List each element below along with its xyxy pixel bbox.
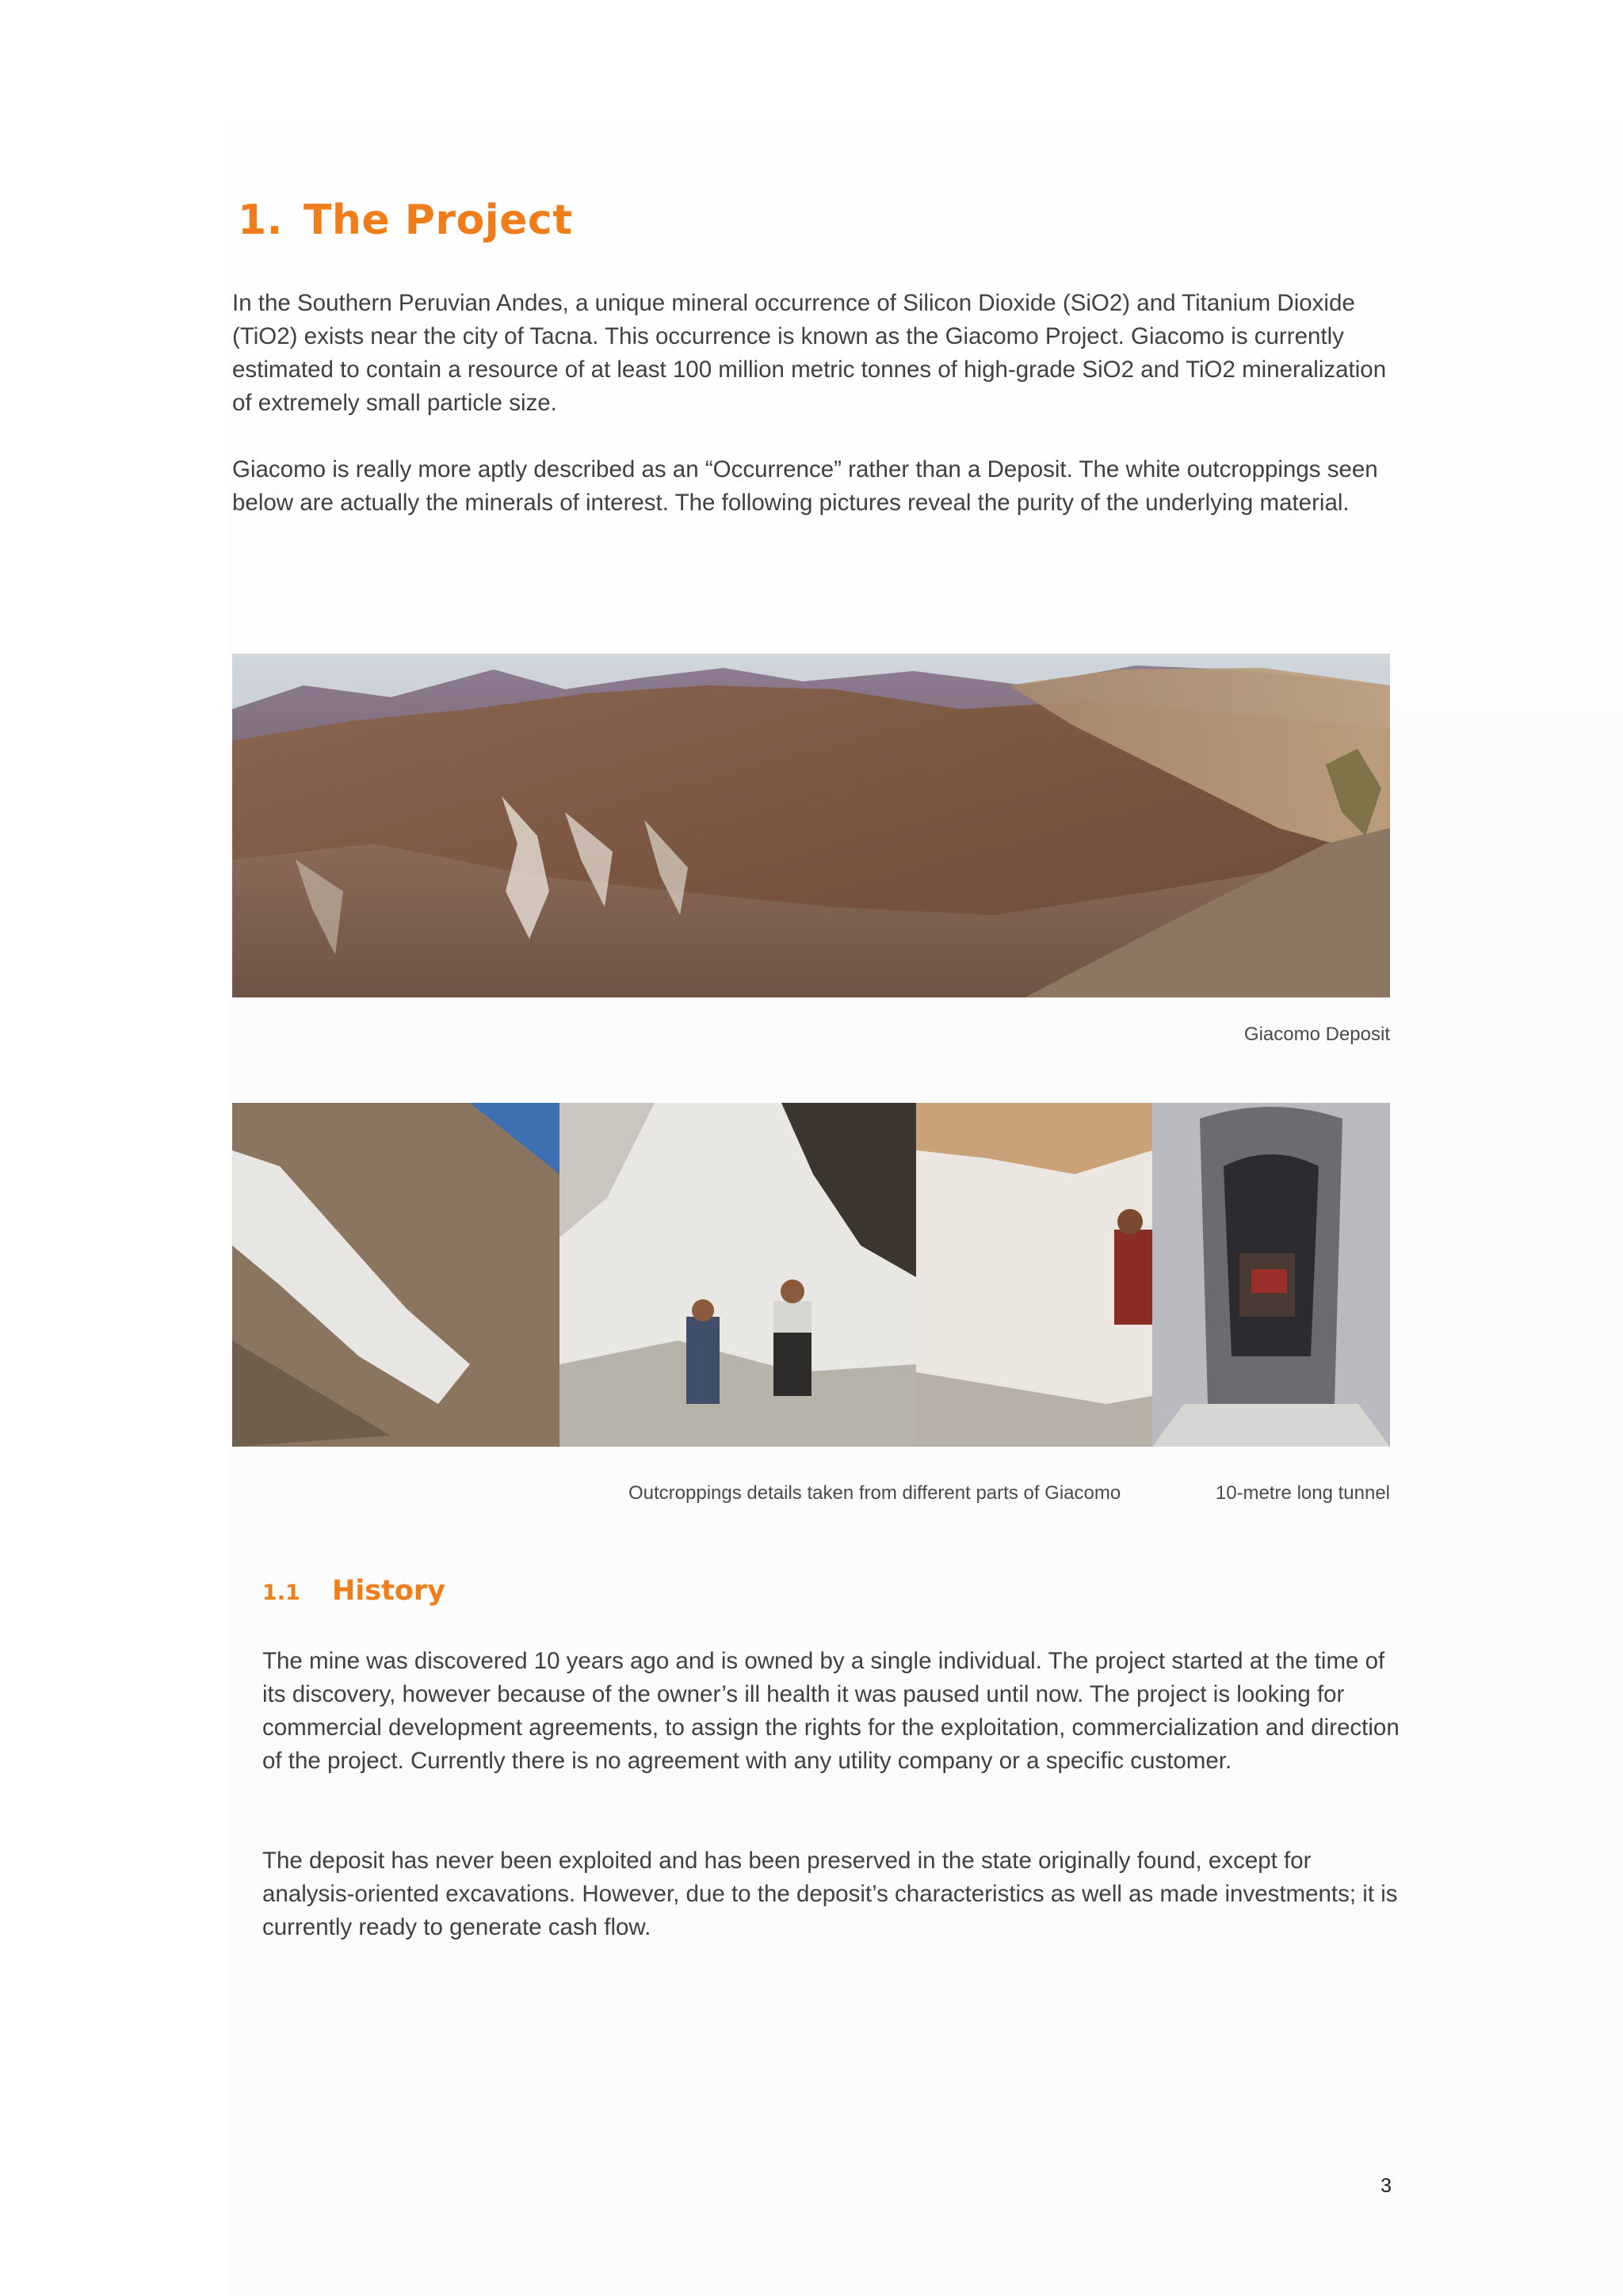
subsection-heading [262, 1575, 445, 1607]
history-paragraph: The mine was discovered 10 years ago and is owned by a single individual. The project started at the time of its discovery, however because of the owner’s ill health it was paused until now. The project is looking for commercial development agreements, to assign the rights for the exploitation, commercialization and direction of the project. Currently there is no agreement with any utility company or a specific customer. [262, 1648, 1400, 1774]
section-title: The Project [303, 196, 573, 244]
subsection-title: History [332, 1575, 445, 1607]
intro-paragraph: In the Southern Peruvian Andes, a unique mineral occurrence of Silicon Dioxide (SiO2) and Titanium Dioxide (TiO2) exists near the city of Tacna. This occurrence is known as the Giacomo Project. Giacomo is currently estimated to contain a resource of at least 100 million metric tonnes of high-grade SiO2 and TiO2 mineralization of extremely small particle size. [232, 290, 1387, 416]
outcrop-caption: Outcroppings details taken from different parts of Giacomo [628, 1482, 1121, 1504]
occurrence-paragraph: Giacomo is really more aptly described as an “Occurrence” rather than a Deposit. The white outcroppings seen below are actually the minerals of interest. The following pictures reveal the purity of the underlying material. [232, 456, 1378, 516]
tunnel-caption: 10-metre long tunnel [1215, 1482, 1390, 1504]
tunnel-photo [1152, 1103, 1390, 1447]
giacomo-panorama-photo [232, 654, 1390, 997]
outcrop-photo-strip [232, 1103, 1390, 1447]
panorama-caption: Giacomo Deposit [1243, 1024, 1390, 1045]
outcrop-photo-slope [232, 1103, 559, 1447]
page-number: 3 [1381, 2175, 1392, 2197]
section-heading [238, 196, 573, 244]
outcrop-photo-workers [559, 1103, 916, 1447]
subsection-number: 1.1 [262, 1581, 300, 1605]
outcrop-photo-closeup [916, 1103, 1152, 1447]
section-number: 1. [238, 196, 283, 244]
deposit-status-paragraph: The deposit has never been exploited and has been preserved in the state originally found, except for analysis-oriented excavations. However, due to the deposit’s characteristics as well as made investments; it is currently ready to generate cash flow. [262, 1848, 1398, 1940]
